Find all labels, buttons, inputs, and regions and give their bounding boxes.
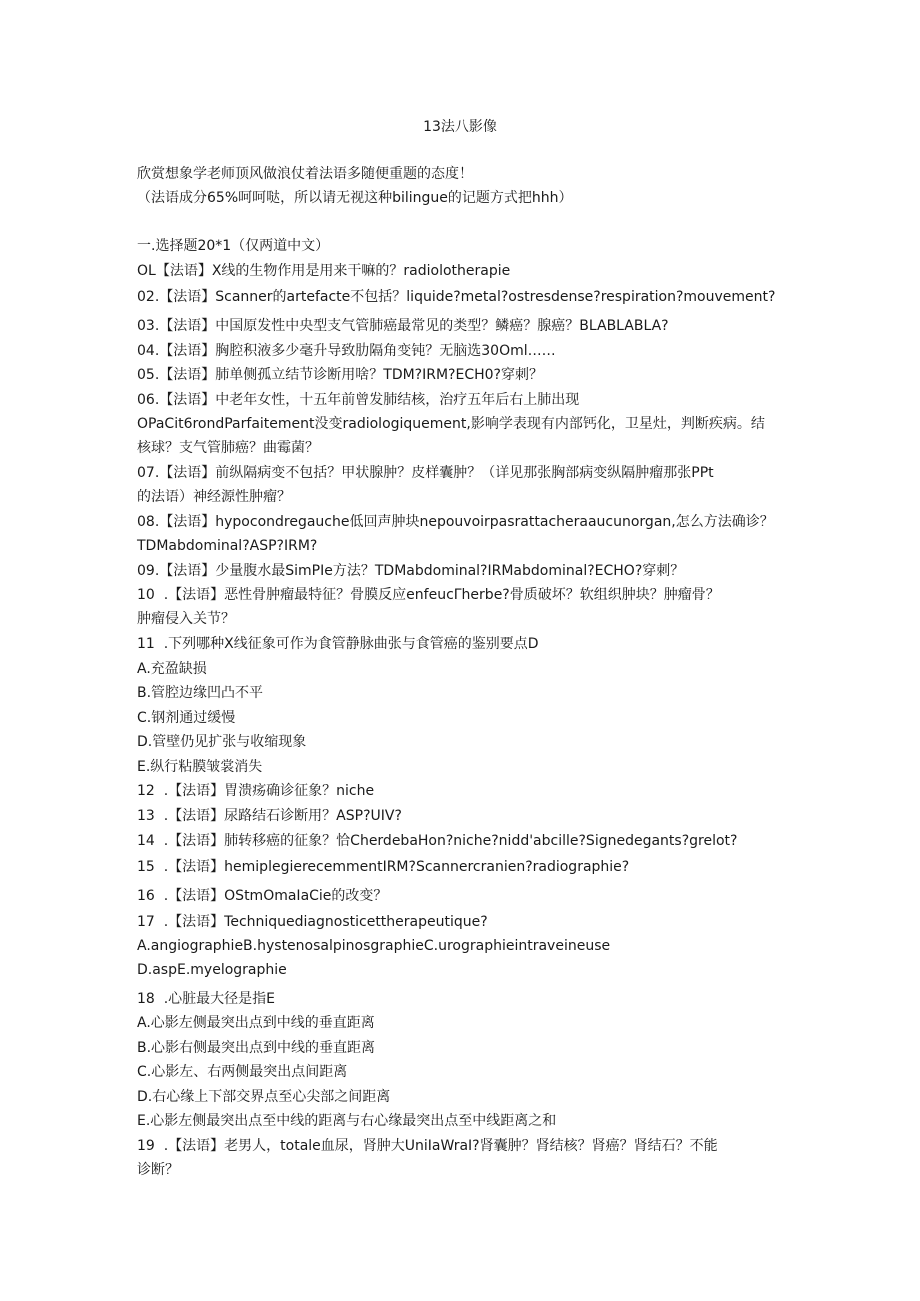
question-03: 03.【法语】中国原发性中央型支气管肺癌最常见的类型？鳞癌？腺癌？BLABLABLA? xyxy=(137,318,669,334)
question-18-option-c: C.心影左、右两侧最突出点间距离 xyxy=(137,1064,348,1080)
question-07-line-1: 07.【法语】前纵隔病变不包括？甲状腺肿？皮样囊肿？（详见那张胸部病变纵隔肿瘤那张PPt xyxy=(137,465,714,481)
question-14: 14 .【法语】肺转移癌的征象？恰CherdebaHon?niche?nidd'abcille?Signedegants?grelot? xyxy=(137,833,738,849)
question-19-line-2: 诊断？ xyxy=(137,1162,179,1178)
question-09: 09.【法语】少量腹水最SimPIe方法？TDMabdominal?IRMabdominal?ECHO?穿刺？ xyxy=(137,563,685,579)
question-06-line-3: 核球？支气管肺癌？曲霉菌？ xyxy=(137,440,319,456)
question-04: 04.【法语】胸腔积液多少毫升导致肋隔角变钝？无脑选30Oml…… xyxy=(137,343,556,359)
question-18-option-d: D.右心缘上下部交界点至心尖部之间距离 xyxy=(137,1089,391,1105)
question-18-option-a: A.心影左侧最突出点到中线的垂直距离 xyxy=(137,1015,375,1031)
question-11-option-b: B.管腔边缘凹凸不平 xyxy=(137,685,264,701)
question-11-option-a: A.充盈缺损 xyxy=(137,661,207,677)
question-13: 13 .【法语】尿路结石诊断用？ASP?UIV? xyxy=(137,808,402,824)
document-title: 13法八影像 xyxy=(423,119,497,135)
section-heading: 一.选择题20*1（仅两道中文） xyxy=(137,238,330,254)
question-11: 11 .下列哪种X线征象可作为食管静脉曲张与食管癌的鉴别要点D xyxy=(137,636,539,652)
question-18-option-b: B.心影右侧最突出点到中线的垂直距离 xyxy=(137,1040,376,1056)
question-10-line-2: 肿瘤侵入关节？ xyxy=(137,611,235,627)
question-01: OL【法语】X线的生物作用是用来干嘛的？radiolotherapie xyxy=(137,263,511,279)
question-11-option-d: D.管壁仍见扩张与收缩现象 xyxy=(137,734,307,750)
question-10-line-1: 10 .【法语】恶性骨肿瘤最特征？骨膜反应enfeucΓherbe?骨质破坏？软组织肿块？肿瘤骨？ xyxy=(137,587,720,603)
question-08-line-2: TDMabdominal?ASP?IRM? xyxy=(137,538,318,554)
question-17-options-line-2: D.aspE.myelographie xyxy=(137,962,287,978)
intro-line-2: （法语成分65%呵呵哒，所以请无视这种bilingue的记题方式把hhh） xyxy=(137,190,573,206)
question-18-option-e: E.心影左侧最突出点至中线的距离与右心缘最突出点至中线距离之和 xyxy=(137,1113,557,1129)
question-06-line-2: OPaCit6rondParfaitement没变radiologiquement,影响学表现有内部钙化，卫星灶，判断疾病。结 xyxy=(137,416,765,432)
question-08-line-1: 08.【法语】hypocondregauche低回声肿块nepouvoirpasrattacheraaucunorgan,怎么方法确诊？ xyxy=(137,514,774,530)
question-15: 15 .【法语】hemiplegierecemmentIRM?Scannercranien?radiographie? xyxy=(137,859,630,875)
question-17-options-line-1: A.angiographieB.hystenosalpinosgraphieC.urographieintraveineuse xyxy=(137,938,611,954)
intro-line-1: 欣赏想象学老师顶风做浪仗着法语多随便重题的态度！ xyxy=(137,166,473,182)
question-07-line-2: 的法语）神经源性肿瘤？ xyxy=(137,489,291,505)
question-17: 17 .【法语】Techniquediagnosticettherapeutique? xyxy=(137,914,488,930)
question-12: 12 .【法语】胃溃疡确诊征象？niche xyxy=(137,783,375,799)
question-06-line-1: 06.【法语】中老年女性，十五年前曾发肺结核，治疗五年后右上肺出现 xyxy=(137,392,580,408)
question-11-option-e: E.纵行粘膜皱裳消失 xyxy=(137,759,263,775)
question-16: 16 .【法语】OStmOmaIaCie的改变？ xyxy=(137,888,388,904)
question-18: 18 .心脏最大径是指E xyxy=(137,991,276,1007)
question-05: 05.【法语】肺单侧孤立结节诊断用啥？TDM?IRM?ECH0?穿刺？ xyxy=(137,367,543,383)
question-19-line-1: 19 .【法语】老男人，totale血尿，肾肿大UniIaWraI?肾囊肿？肾结核？肾癌？肾结石？不能 xyxy=(137,1138,718,1154)
question-11-option-c: C.钢剂通过缓慢 xyxy=(137,710,236,726)
question-02: 02.【法语】Scanner的artefacte不包括？liquide?metal?ostresdense?respiration?mouvement? xyxy=(137,289,776,305)
